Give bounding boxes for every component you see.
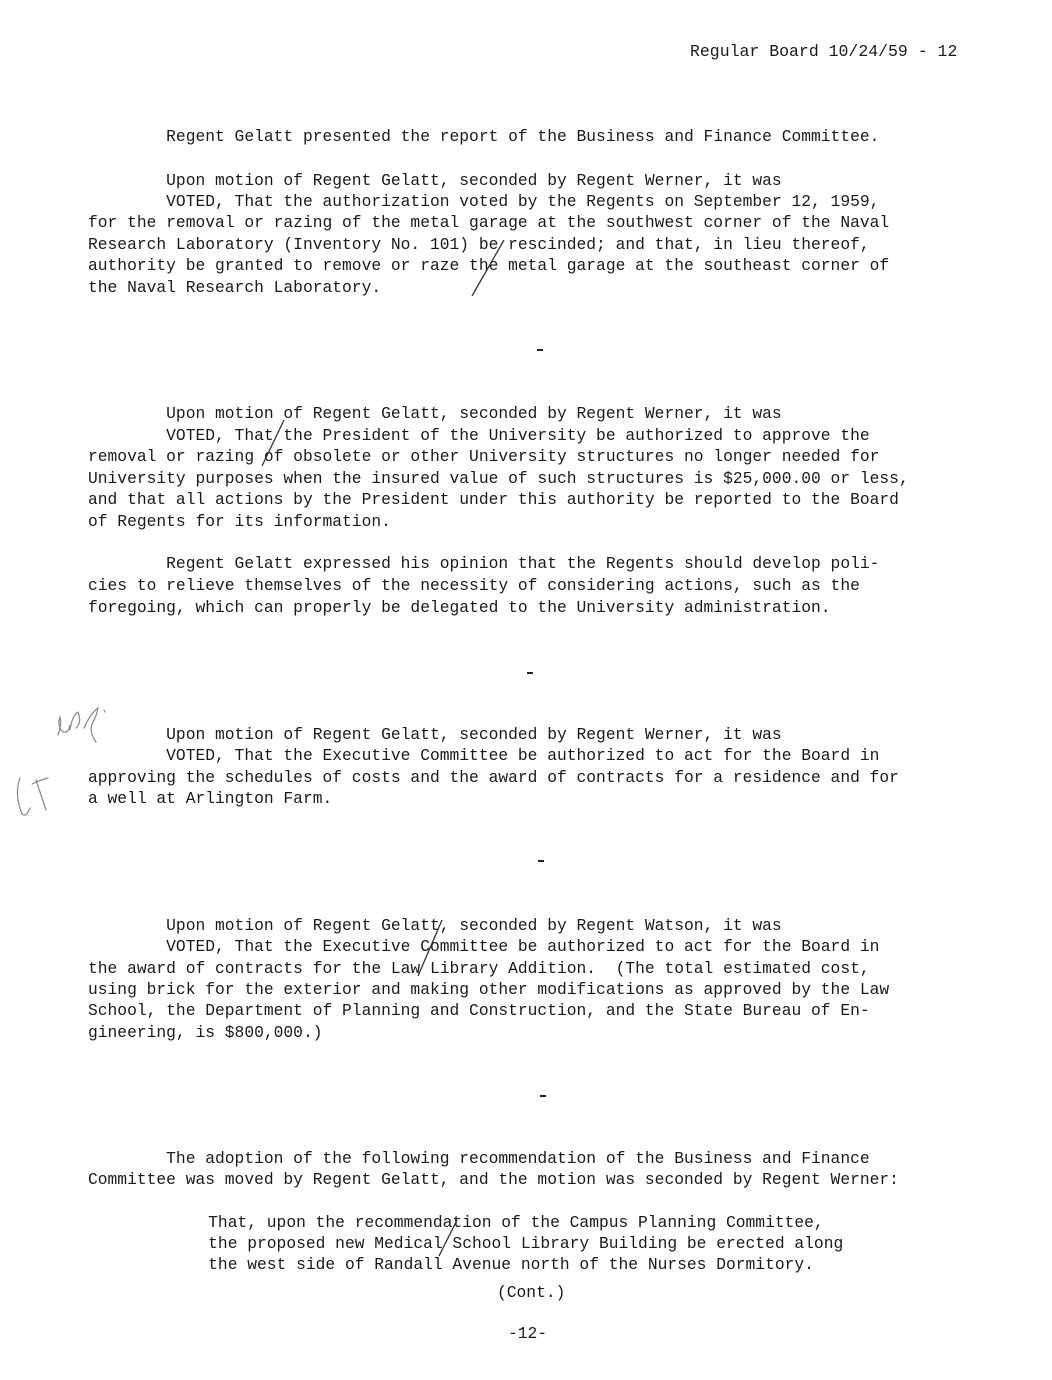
- paragraph-line: the proposed new Medical School Library Building be erected along: [130, 1234, 844, 1253]
- paragraph-line: removal or razing of obsolete or other University structures no longer needed for: [88, 447, 880, 466]
- paragraph-line: authority be granted to remove or raze the metal garage at the southeast corner of: [88, 256, 890, 275]
- paragraph-line: the west side of Randall Avenue north of the Nurses Dormitory.: [130, 1255, 814, 1274]
- paragraph-line: gineering, is $800,000.): [88, 1023, 323, 1042]
- paragraph-line: approving the schedules of costs and the award of contracts for a residence and for: [88, 768, 899, 787]
- paragraph-line: of Regents for its information.: [88, 512, 391, 531]
- continued-note: (Cont.): [497, 1283, 566, 1302]
- paragraph-line: VOTED, That the President of the University be authorized to approve the: [88, 426, 870, 445]
- intro-line: Regent Gelatt presented the report of the Business and Finance Committee.: [88, 127, 880, 146]
- section-separator: [538, 860, 544, 862]
- paragraph-line: VOTED, That the authorization voted by the Regents on September 12, 1959,: [88, 192, 880, 211]
- paragraph-line: The adoption of the following recommendation of the Business and Finance: [88, 1149, 870, 1168]
- paragraph-line: a well at Arlington Farm.: [88, 789, 333, 808]
- paragraph-line: Regent Gelatt expressed his opinion that the Regents should develop poli-: [88, 554, 880, 573]
- paragraph-line: the Naval Research Laboratory.: [88, 278, 382, 297]
- page-header: Regular Board 10/24/59 - 12: [690, 42, 958, 61]
- page-number: -12-: [508, 1324, 548, 1343]
- paragraph-line: for the removal or razing of the metal garage at the southwest corner of the Naval: [88, 213, 890, 232]
- section-separator: [540, 1095, 546, 1097]
- paragraph-line: Committee was moved by Regent Gelatt, and the motion was seconded by Regent Werner:: [88, 1170, 899, 1189]
- paragraph-line: the award of contracts for the Law Library Addition. (The total estimated cost,: [88, 959, 870, 978]
- paragraph-line: Research Laboratory (Inventory No. 101) be rescinded; and that, in lieu thereof,: [88, 235, 870, 254]
- paragraph-line: University purposes when the insured value of such structures is $25,000.00 or less,: [88, 469, 909, 488]
- paragraph-line: VOTED, That the Executive Committee be authorized to act for the Board in: [88, 746, 880, 765]
- paragraph-line: and that all actions by the President under this authority be reported to the Board: [88, 490, 899, 509]
- paragraph-line: VOTED, That the Executive Committee be authorized to act for the Board in: [88, 937, 880, 956]
- paragraph-line: School, the Department of Planning and Construction, and the State Bureau of En-: [88, 1001, 870, 1020]
- paragraph-line: That, upon the recommendation of the Campus Planning Committee,: [130, 1213, 824, 1232]
- paragraph-line: Upon motion of Regent Gelatt, seconded by Regent Werner, it was: [88, 725, 782, 744]
- paragraph-line: Upon motion of Regent Gelatt, seconded by Regent Werner, it was: [88, 404, 782, 423]
- section-separator: [537, 349, 543, 351]
- paragraph-line: using brick for the exterior and making other modifications as approved by the Law: [88, 980, 890, 999]
- paragraph-line: Upon motion of Regent Gelatt, seconded by Regent Watson, it was: [88, 916, 782, 935]
- section-separator: [527, 672, 533, 674]
- paragraph-line: cies to relieve themselves of the necessity of considering actions, such as the: [88, 576, 860, 595]
- paragraph-line: Upon motion of Regent Gelatt, seconded by Regent Werner, it was: [88, 171, 782, 190]
- paragraph-line: foregoing, which can properly be delegated to the University administration.: [88, 598, 831, 617]
